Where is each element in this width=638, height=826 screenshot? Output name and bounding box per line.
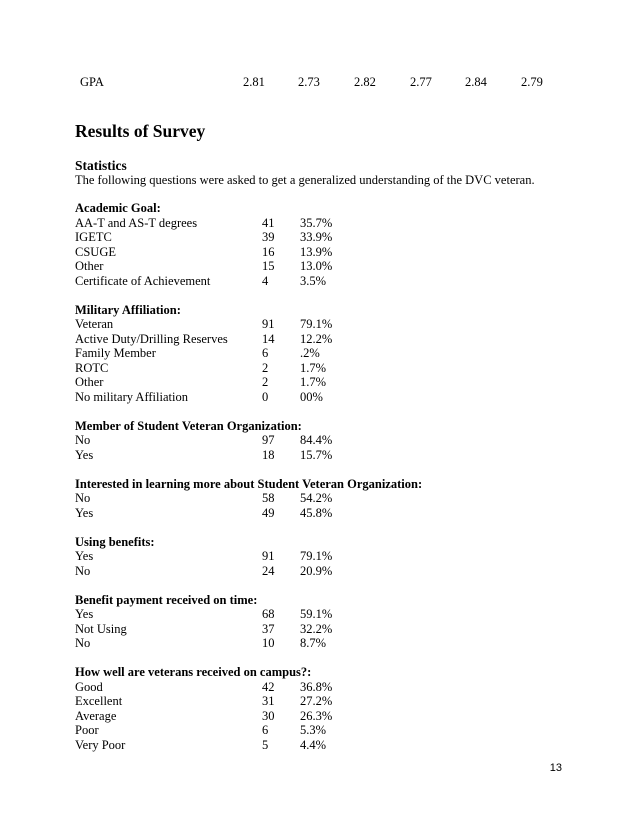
gpa-value: 2.81 — [243, 75, 265, 89]
row-label: Yes — [75, 549, 94, 563]
row-count: 91 — [262, 317, 275, 331]
row-count: 18 — [262, 447, 275, 462]
row-count: 58 — [262, 491, 275, 505]
table-row — [75, 709, 575, 724]
gpa-row — [0, 75, 638, 93]
table-row — [75, 723, 575, 738]
row-percent: 79.1% — [300, 317, 333, 331]
row-count: 2 — [262, 375, 269, 389]
row-percent: 84.4% — [300, 433, 333, 447]
row-count: 97 — [262, 433, 275, 447]
row-label: Certificate of Achievement — [75, 273, 211, 288]
row-label: ROTC — [75, 360, 109, 375]
row-percent: 20.9% — [300, 563, 333, 578]
survey-section — [75, 535, 575, 579]
table-row — [75, 680, 575, 695]
row-count: 41 — [262, 215, 275, 230]
gpa-value: 2.77 — [410, 75, 432, 89]
table-row — [75, 259, 575, 274]
section-title: Using benefits: — [75, 534, 155, 549]
row-count: 16 — [262, 244, 275, 259]
gpa-label: GPA — [80, 75, 104, 89]
row-count: 49 — [262, 505, 275, 520]
row-label: Veteran — [75, 317, 114, 331]
survey-sections — [75, 201, 575, 767]
row-percent: 12.2% — [300, 331, 333, 346]
section-title: Academic Goal: — [75, 201, 161, 215]
row-count: 2 — [262, 360, 269, 375]
row-percent: 4.4% — [300, 737, 327, 752]
row-count: 91 — [262, 549, 275, 563]
row-count: 42 — [262, 679, 275, 694]
page-heading: Results of Survey — [75, 121, 206, 141]
row-label: AA-T and AS-T degrees — [75, 215, 198, 230]
table-row — [75, 317, 575, 332]
row-percent: 79.1% — [300, 549, 333, 563]
table-row — [75, 216, 575, 231]
row-count: 37 — [262, 621, 275, 636]
row-count: 24 — [262, 563, 275, 578]
gpa-value: 2.79 — [521, 75, 543, 89]
row-label: Other — [75, 375, 104, 389]
row-percent: 36.8% — [300, 679, 333, 694]
survey-section — [75, 593, 575, 651]
table-row — [75, 433, 575, 448]
table-row — [75, 491, 575, 506]
row-percent: 45.8% — [300, 505, 333, 520]
section-title: How well are veterans received on campus?: — [75, 665, 312, 679]
row-percent: 15.7% — [300, 447, 333, 462]
table-row — [75, 361, 575, 376]
survey-section — [75, 201, 575, 288]
intro-paragraph: The following questions were asked to get a generalized understanding of the DVC veteran. — [75, 173, 535, 187]
section-title: Member of Student Veteran Organization: — [75, 418, 302, 433]
row-count: 6 — [262, 346, 269, 360]
row-percent: 54.2% — [300, 491, 333, 505]
row-label: Family Member — [75, 346, 156, 360]
table-row — [75, 636, 575, 651]
survey-section — [75, 665, 575, 752]
row-label: No — [75, 636, 91, 650]
row-label: Yes — [75, 607, 94, 621]
table-row — [75, 390, 575, 405]
row-label: Very Poor — [75, 737, 126, 752]
row-label: No — [75, 563, 91, 578]
table-row — [75, 274, 575, 289]
section-title: Interested in learning more about Student Veteran Organization: — [75, 476, 423, 491]
row-label: Average — [75, 708, 117, 723]
row-percent: 8.7% — [300, 636, 327, 650]
row-count: 14 — [262, 331, 275, 346]
row-percent: 1.7% — [300, 360, 327, 375]
row-count: 4 — [262, 273, 269, 288]
gpa-value: 2.84 — [465, 75, 487, 89]
row-count: 31 — [262, 694, 275, 708]
row-percent: 33.9% — [300, 230, 333, 244]
row-percent: 32.2% — [300, 621, 333, 636]
row-count: 0 — [262, 389, 269, 404]
table-row — [75, 622, 575, 637]
row-label: Other — [75, 259, 104, 273]
row-count: 10 — [262, 636, 275, 650]
row-count: 39 — [262, 230, 275, 244]
row-percent: 1.7% — [300, 375, 327, 389]
row-label: No — [75, 433, 91, 447]
table-row — [75, 375, 575, 390]
row-percent: 13.0% — [300, 259, 333, 273]
row-percent: 35.7% — [300, 215, 333, 230]
row-percent: 5.3% — [300, 723, 327, 737]
section-subheading: Statistics — [75, 158, 127, 173]
section-title: Military Affiliation: — [75, 302, 181, 317]
row-percent: 27.2% — [300, 694, 333, 708]
row-label: Good — [75, 679, 103, 694]
row-count: 30 — [262, 708, 275, 723]
row-label: Yes — [75, 505, 94, 520]
table-row — [75, 506, 575, 521]
table-row — [75, 607, 575, 622]
table-row — [75, 230, 575, 245]
page-number: 13 — [549, 762, 562, 774]
table-row — [75, 245, 575, 260]
row-label: CSUGE — [75, 244, 116, 259]
survey-section — [75, 303, 575, 405]
table-row — [75, 346, 575, 361]
row-percent: 00% — [300, 389, 323, 404]
row-percent: 3.5% — [300, 273, 327, 288]
row-label: Active Duty/Drilling Reserves — [75, 331, 228, 346]
table-row — [75, 738, 575, 753]
row-label: Poor — [75, 723, 99, 737]
gpa-value: 2.82 — [354, 75, 376, 89]
table-row — [75, 694, 575, 709]
gpa-value: 2.73 — [298, 75, 320, 89]
table-row — [75, 549, 575, 564]
table-row — [75, 448, 575, 463]
row-percent: 59.1% — [300, 607, 333, 621]
row-percent: .2% — [300, 346, 320, 360]
row-count: 68 — [262, 607, 275, 621]
row-count: 5 — [262, 737, 269, 752]
row-count: 15 — [262, 259, 275, 273]
table-row — [75, 332, 575, 347]
table-row — [75, 564, 575, 579]
row-label: Not Using — [75, 621, 127, 636]
row-percent: 26.3% — [300, 708, 333, 723]
survey-section — [75, 477, 575, 521]
row-label: No — [75, 491, 91, 505]
row-label: Yes — [75, 447, 94, 462]
survey-section — [75, 419, 575, 463]
row-count: 6 — [262, 723, 269, 737]
row-label: No military Affiliation — [75, 389, 188, 404]
section-title: Benefit payment received on time: — [75, 592, 258, 607]
row-label: Excellent — [75, 694, 123, 708]
row-label: IGETC — [75, 230, 112, 244]
row-percent: 13.9% — [300, 244, 333, 259]
